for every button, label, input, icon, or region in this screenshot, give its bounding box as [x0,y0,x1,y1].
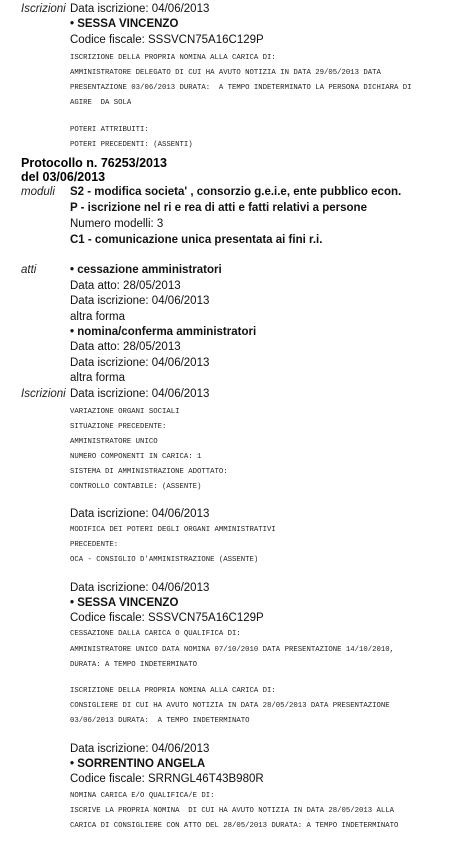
detail-line: POTERI PRECEDENTI: (ASSENTI) [70,141,193,149]
deed-date: Data atto: 28/05/2013 [70,280,181,292]
tax-code: Codice fiscale: SSSVCN75A16C129P [70,612,264,624]
tax-code: Codice fiscale: SRRNGL46T43B980R [70,773,264,785]
module-c1: C1 - comunicazione unica presentata ai fini r.i. [70,234,323,246]
detail-line: AMMINISTRATORE DELEGATO DI CUI HA AVUTO NOTIZIA IN DATA 29/05/2013 DATA [70,69,381,77]
deed-form: altra forma [70,311,125,323]
detail-line: AGIRE DA SOLA [70,99,132,107]
deed-date: Data atto: 28/05/2013 [70,341,181,353]
person-name: • SORRENTINO ANGELA [70,758,206,770]
detail-line: NUMERO COMPONENTI IN CARICA: 1 [70,453,202,461]
detail-line: AMMINISTRATORE UNICO [70,438,158,446]
detail-line: MODIFICA DEI POTERI DEGLI ORGANI AMMINISTRATIVI [70,526,276,534]
detail-line: CONTROLLO CONTABILE: (ASSENTE) [70,483,202,491]
section-label-moduli: moduli [21,186,55,198]
registration-date: Data iscrizione: 04/06/2013 [70,508,210,520]
detail-line: SISTEMA DI AMMINISTRAZIONE ADOTTATO: [70,468,228,476]
module-p: P - iscrizione nel ri e rea di atti e fatti relativi a persone [70,202,367,214]
registration-date: Data iscrizione: 04/06/2013 [70,388,210,400]
deed-title: • nomina/conferma amministratori [70,326,257,338]
person-name: • SESSA VINCENZO [70,18,179,30]
detail-line: DURATA: A TEMPO INDETERMINATO [70,661,197,669]
person-name: • SESSA VINCENZO [70,597,179,609]
detail-line: PRESENTAZIONE 03/06/2013 DURATA: A TEMPO INDETERMINATO LA PERSONA DICHIARA DI [70,84,412,92]
detail-line: ISCRIZIONE DELLA PROPRIA NOMINA ALLA CARICA DI: [70,687,276,695]
detail-line: CARICA DI CONSIGLIERE CON ATTO DEL 28/05/2013 DURATA: A TEMPO INDETERMINATO [70,822,399,830]
deed-registration-date: Data iscrizione: 04/06/2013 [70,357,210,369]
detail-line: POTERI ATTRIBUITI: [70,126,149,134]
section-label-iscrizioni: Iscrizioni [21,388,66,400]
module-s2: S2 - modifica societa' , consorzio g.e.i.e, ente pubblico econ. [70,186,402,198]
deed-registration-date: Data iscrizione: 04/06/2013 [70,295,210,307]
detail-line: PRECEDENTE: [70,541,119,549]
detail-line: NOMINA CARICA E/O QUALIFICA/E DI: [70,792,215,800]
detail-line: SITUAZIONE PRECEDENTE: [70,423,167,431]
detail-line: ISCRIVE LA PROPRIA NOMINA DI CUI HA AVUTO NOTIZIA IN DATA 28/05/2013 ALLA [70,807,395,815]
section-label-iscrizioni: Iscrizioni [21,3,66,15]
detail-line: ISCRIZIONE DELLA PROPRIA NOMINA ALLA CARICA DI: [70,54,276,62]
registration-date: Data iscrizione: 04/06/2013 [70,3,210,15]
protocol-title: Protocollo n. 76253/2013 [21,156,167,170]
detail-line: 03/06/2013 DURATA: A TEMPO INDETERMINATO [70,717,250,725]
detail-line: CESSAZIONE DALLA CARICA O QUALIFICA DI: [70,630,241,638]
detail-line: OCA - CONSIGLIO D'AMMINISTRAZIONE (ASSENTE) [70,556,259,564]
deed-title: • cessazione amministratori [70,264,222,276]
detail-line: CONSIGLIERE DI CUI HA AVUTO NOTIZIA IN DATA 28/05/2013 DATA PRESENTAZIONE [70,702,390,710]
deed-form: altra forma [70,372,125,384]
tax-code: Codice fiscale: SSSVCN75A16C129P [70,34,264,46]
protocol-date: del 03/06/2013 [21,170,106,184]
registration-date: Data iscrizione: 04/06/2013 [70,743,210,755]
section-label-atti: atti [21,264,37,276]
module-count: Numero modelli: 3 [70,218,164,230]
registration-date: Data iscrizione: 04/06/2013 [70,582,210,594]
detail-line: AMMINISTRATORE UNICO DATA NOMINA 07/10/2010 DATA PRESENTAZIONE 14/10/2010, [70,646,395,654]
detail-line: VARIAZIONE ORGANI SOCIALI [70,408,180,416]
